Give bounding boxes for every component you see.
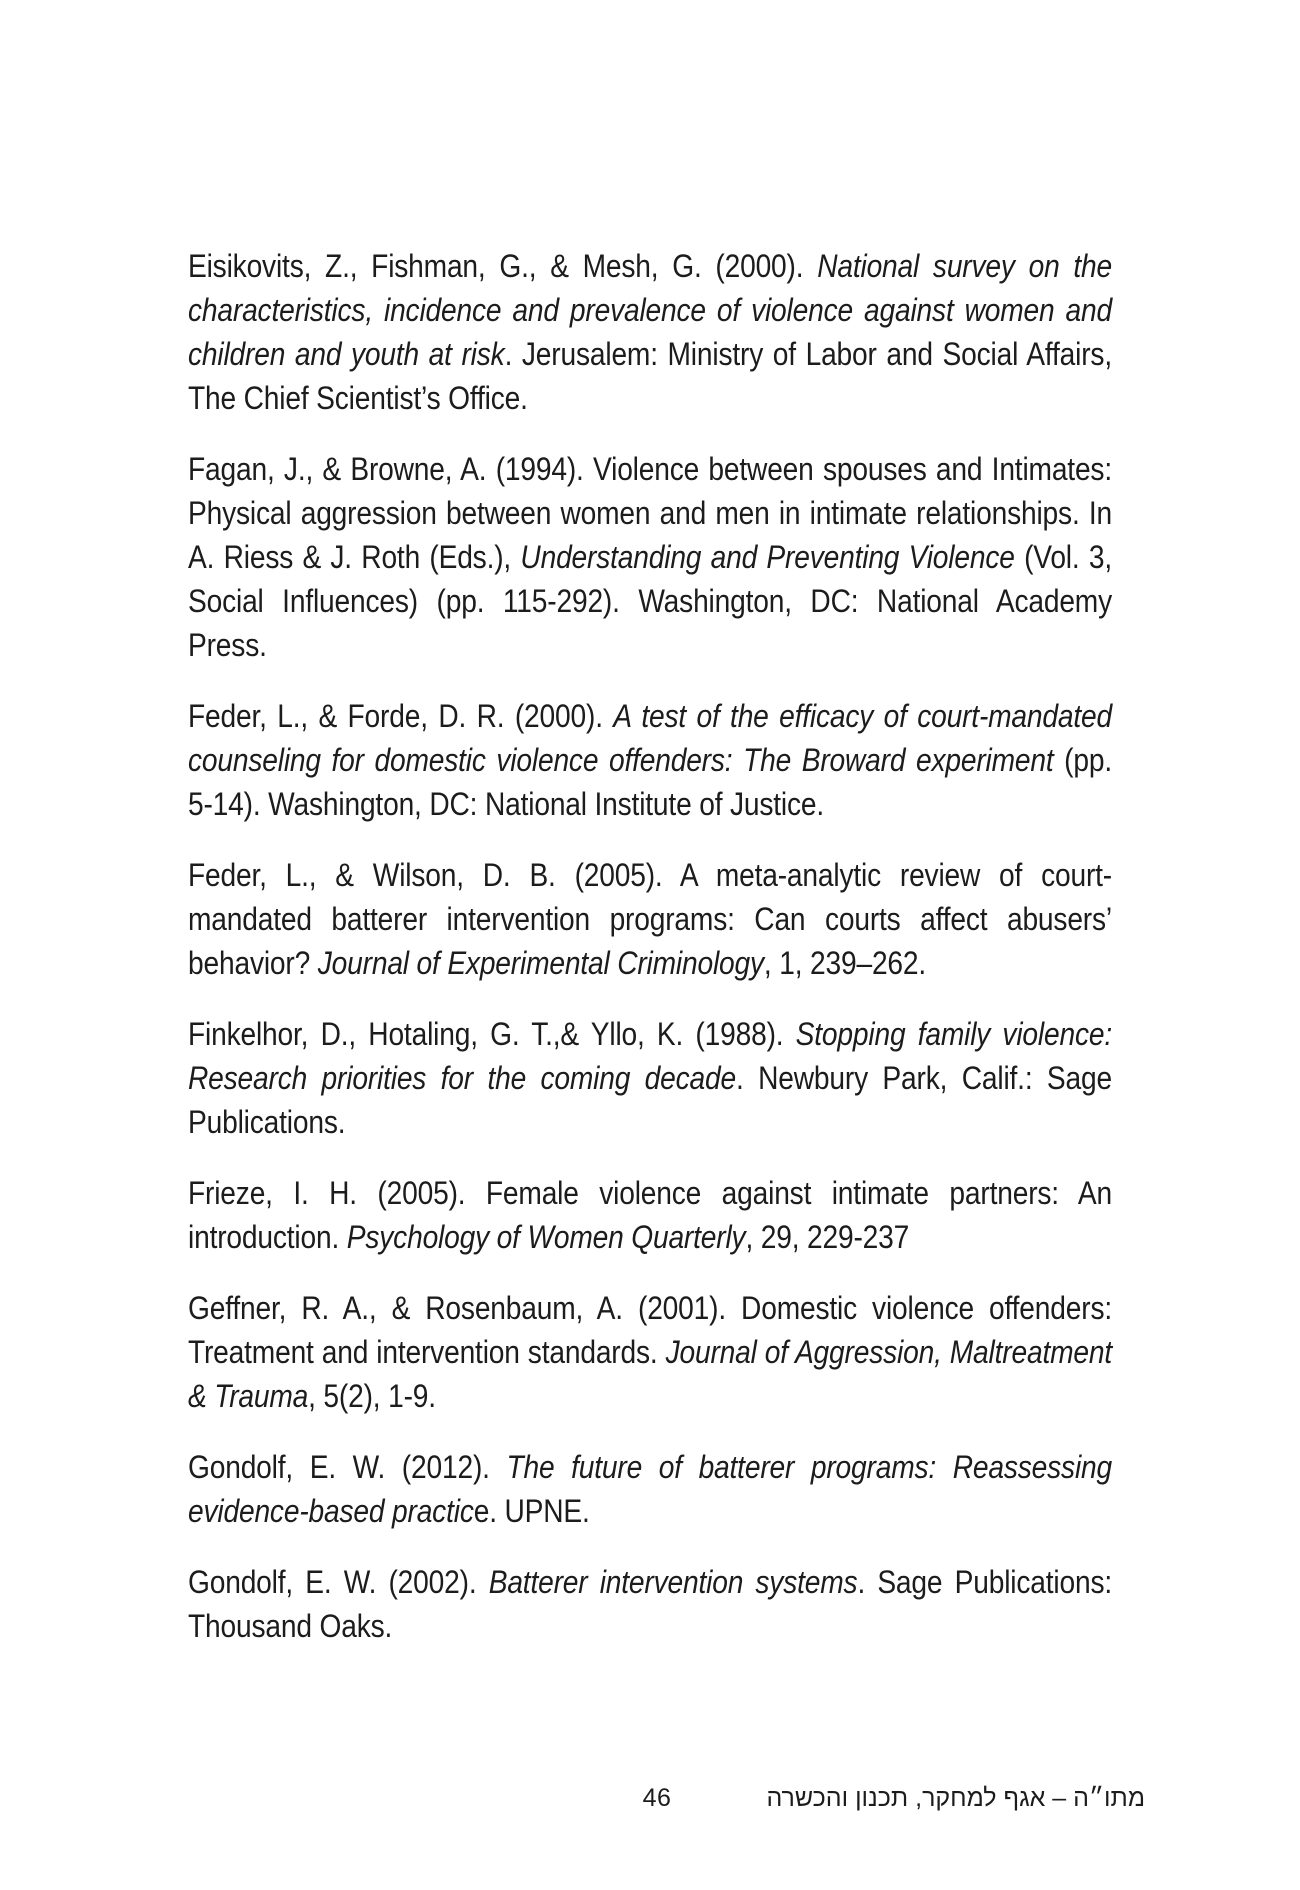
references-list [188,244,1112,1675]
reference-entry: Gondolf, E. W. (2002). Batterer intervention systems. Sage Publications: Thousand Oaks. [188,1564,1112,1644]
reference-entry: Feder, L., & Wilson, D. B. (2005). A meta-analytic review of court-mandated batterer intervention programs: Can courts affect abusers’ behavior? Journal of Experimental Criminology, 1, 239–262. [188,857,1112,981]
reference-entry: Feder, L., & Forde, D. R. (2000). A test of the efficacy of court-mandated counseling for domestic violence offenders: The Broward experiment (pp. 5-14). Washington, DC: National Institute of Justice. [188,698,1112,822]
reference-entry: Eisikovits, Z., Fishman, G., & Mesh, G. (2000). National survey on the characteristics, incidence and prevalence of violence against women and children and youth at risk. Jerusalem: Ministry of Labor and Social Affairs, The Chief Scientist’s Office. [188,248,1113,416]
reference-entry: Finkelhor, D., Hotaling, G. T.,& Yllo, K. (1988). Stopping family violence: Research priorities for the coming decade. Newbury Park, Calif.: Sage Publications. [188,1016,1112,1140]
footer-org-label: מתו״ה – אגף למחקר, תכנון והכשרה [766,1784,1145,1812]
page-number: 46 [642,1784,672,1812]
reference-entry: Fagan, J., & Browne, A. (1994). Violence between spouses and Intimates: Physical aggression between women and men in intimate relationships. In A. Riess & J. Roth (Eds.), Understanding and Preventing Violence (Vol. 3, Social Influences) (pp. 115-292). Washington, DC: National Academy Press. [188,451,1112,663]
page-footer [188,1782,1145,1814]
reference-entry: Frieze, I. H. (2005). Female violence against intimate partners: An introduction. Psychology of Women Quarterly, 29, 229-237 [188,1175,1112,1255]
reference-entry: Gondolf, E. W. (2012). The future of batterer programs: Reassessing evidence-based practice. UPNE. [188,1449,1113,1529]
reference-entry: Geffner, R. A., & Rosenbaum, A. (2001). Domestic violence offenders: Treatment and intervention standards. Journal of Aggression, Maltreatment & Trauma, 5(2), 1-9. [188,1290,1112,1414]
